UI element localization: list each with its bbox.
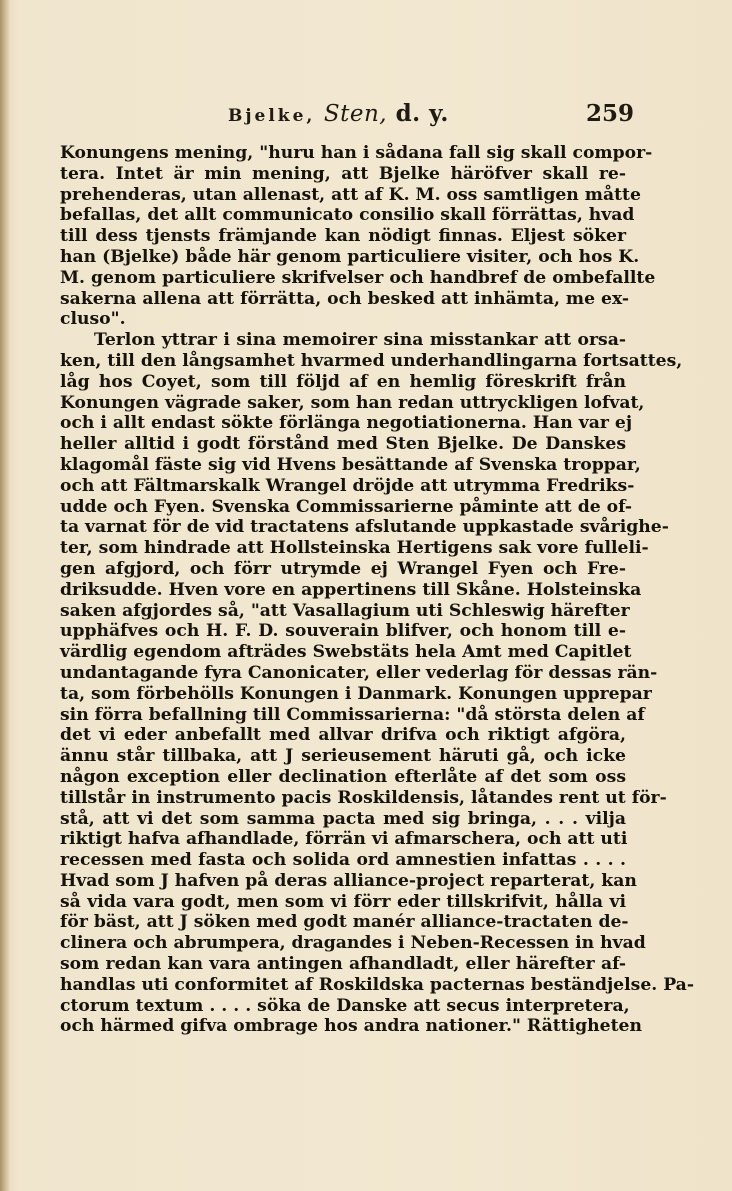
text-line: cluso".: [60, 309, 126, 330]
text-line: handlas uti conformitet af Roskildska pacternas beständjelse. Pa-: [60, 974, 694, 995]
text-line: gen afgjord, och förr utrymde ej Wrangel Fyen och Fre-: [60, 558, 626, 579]
text-line: så vida vara godt, men som vi förr eder tillskrifvit, hålla vi: [60, 891, 626, 912]
text-line: heller alltid i godt förstånd med Sten Bjelke. De Danskes: [60, 434, 626, 455]
body-text: [60, 143, 694, 1037]
page-number: 259: [585, 100, 634, 127]
text-line: Konungens mening, "huru han i sådana fall sig skall compor-: [60, 143, 653, 163]
running-title-name: Bjelke,: [228, 106, 316, 126]
running-title: [228, 100, 449, 127]
text-line: låg hos Coyet, som till följd af en hemlig föreskrift från: [60, 371, 626, 392]
text-line: han (Bjelke) både här genom particuliere visiter, och hos K.: [60, 246, 640, 267]
text-line: undantagande fyra Canonicater, eller vederlag för dessas rän-: [60, 662, 658, 683]
text-line: tera. Intet är min mening, att Bjelke häröfver skall re-: [60, 163, 626, 184]
text-line: sin förra befallning till Commissarierna: "då största delen af: [60, 704, 645, 725]
running-title-given-name: Sten,: [323, 101, 388, 127]
text-line: saken afgjordes så, "att Vasallagium uti Schleswig härefter: [60, 600, 630, 621]
page-header: [60, 100, 634, 140]
text-line: någon exception eller declination efterlåte af det som oss: [60, 766, 626, 787]
text-line: udde och Fyen. Svenska Commissarierne påminte att de of-: [60, 496, 633, 517]
text-line: för bäst, att J söken med godt manér alliance-tractaten de-: [60, 912, 629, 933]
text-line: ännu står tillbaka, att J serieusement häruti gå, och icke: [60, 746, 626, 767]
text-line: till dess tjensts främjande kan nödigt finnas. Eljest söker: [60, 226, 626, 247]
text-line: värdlig egendom afträdes Swebstäts hela Amt med Capitlet: [60, 642, 632, 663]
text-line: klagomål fäste sig vid Hvens besättande af Svenska troppar,: [60, 454, 641, 475]
text-line: M. genom particuliere skrifvelser och handbref de ombefallte: [60, 267, 656, 288]
text-line: tillstår in instrumento pacis Roskildensis, låtandes rent ut för-: [60, 787, 667, 808]
text-line: stå, att vi det som samma pacta med sig bringa, . . . vilja: [60, 808, 626, 829]
page-binding-edge: [0, 0, 10, 1191]
text-line: sakerna allena att förrätta, och besked att inhämta, me ex-: [60, 288, 630, 309]
text-line: Konungen vägrade saker, som han redan uttryckligen lofvat,: [60, 392, 645, 413]
text-line: ctorum textum . . . . söka de Danske att secus interpretera,: [60, 995, 630, 1016]
text-line: befallas, det allt communicato consilio skall förrättas, hvad: [60, 205, 635, 226]
text-line: ta varnat för de vid tractatens afslutande uppkastade svårighe-: [60, 517, 669, 538]
text-line: driksudde. Hven vore en appertinens till Skåne. Holsteinska: [60, 579, 642, 600]
text-line: och att Fältmarskalk Wrangel dröjde att utrymma Fredriks-: [60, 475, 635, 496]
text-line: det vi eder anbefallt med allvar drifva och riktigt afgöra,: [60, 725, 626, 746]
text-line: och i allt endast sökte förlänga negotiationerna. Han var ej: [60, 413, 633, 434]
text-line: clinera och abrumpera, dragandes i Neben-Recessen in hvad: [60, 933, 646, 954]
text-line: prehenderas, utan allenast, att af K. M. oss samtligen måtte: [60, 184, 641, 205]
text-line: riktigt hafva afhandlade, förrän vi afmarschera, och att uti: [60, 829, 628, 850]
text-line: och härmed gifva ombrage hos andra nationer." Rättigheten: [60, 1016, 642, 1037]
text-line: recessen med fasta och solida ord amnestien infattas . . . .: [60, 850, 626, 871]
text-line: ter, som hindrade att Hollsteinska Hertigens sak vore fulleli-: [60, 538, 649, 559]
text-line: ken, till den långsamhet hvarmed underhandlingarna fortsattes,: [60, 350, 683, 371]
text-line: upphäfves och H. F. D. souverain blifver, och honom till e-: [60, 621, 626, 642]
text-line: Hvad som J hafven på deras alliance-project reparterat, kan: [60, 870, 637, 891]
running-title-suffix: d. y.: [395, 100, 449, 127]
text-line: Terlon yttrar i sina memoirer sina misstankar att orsa-: [94, 330, 626, 351]
text-line: ta, som förbehölls Konungen i Danmark. Konungen upprepar: [60, 683, 652, 704]
text-line: som redan kan vara antingen afhandladt, eller härefter af-: [60, 954, 626, 975]
